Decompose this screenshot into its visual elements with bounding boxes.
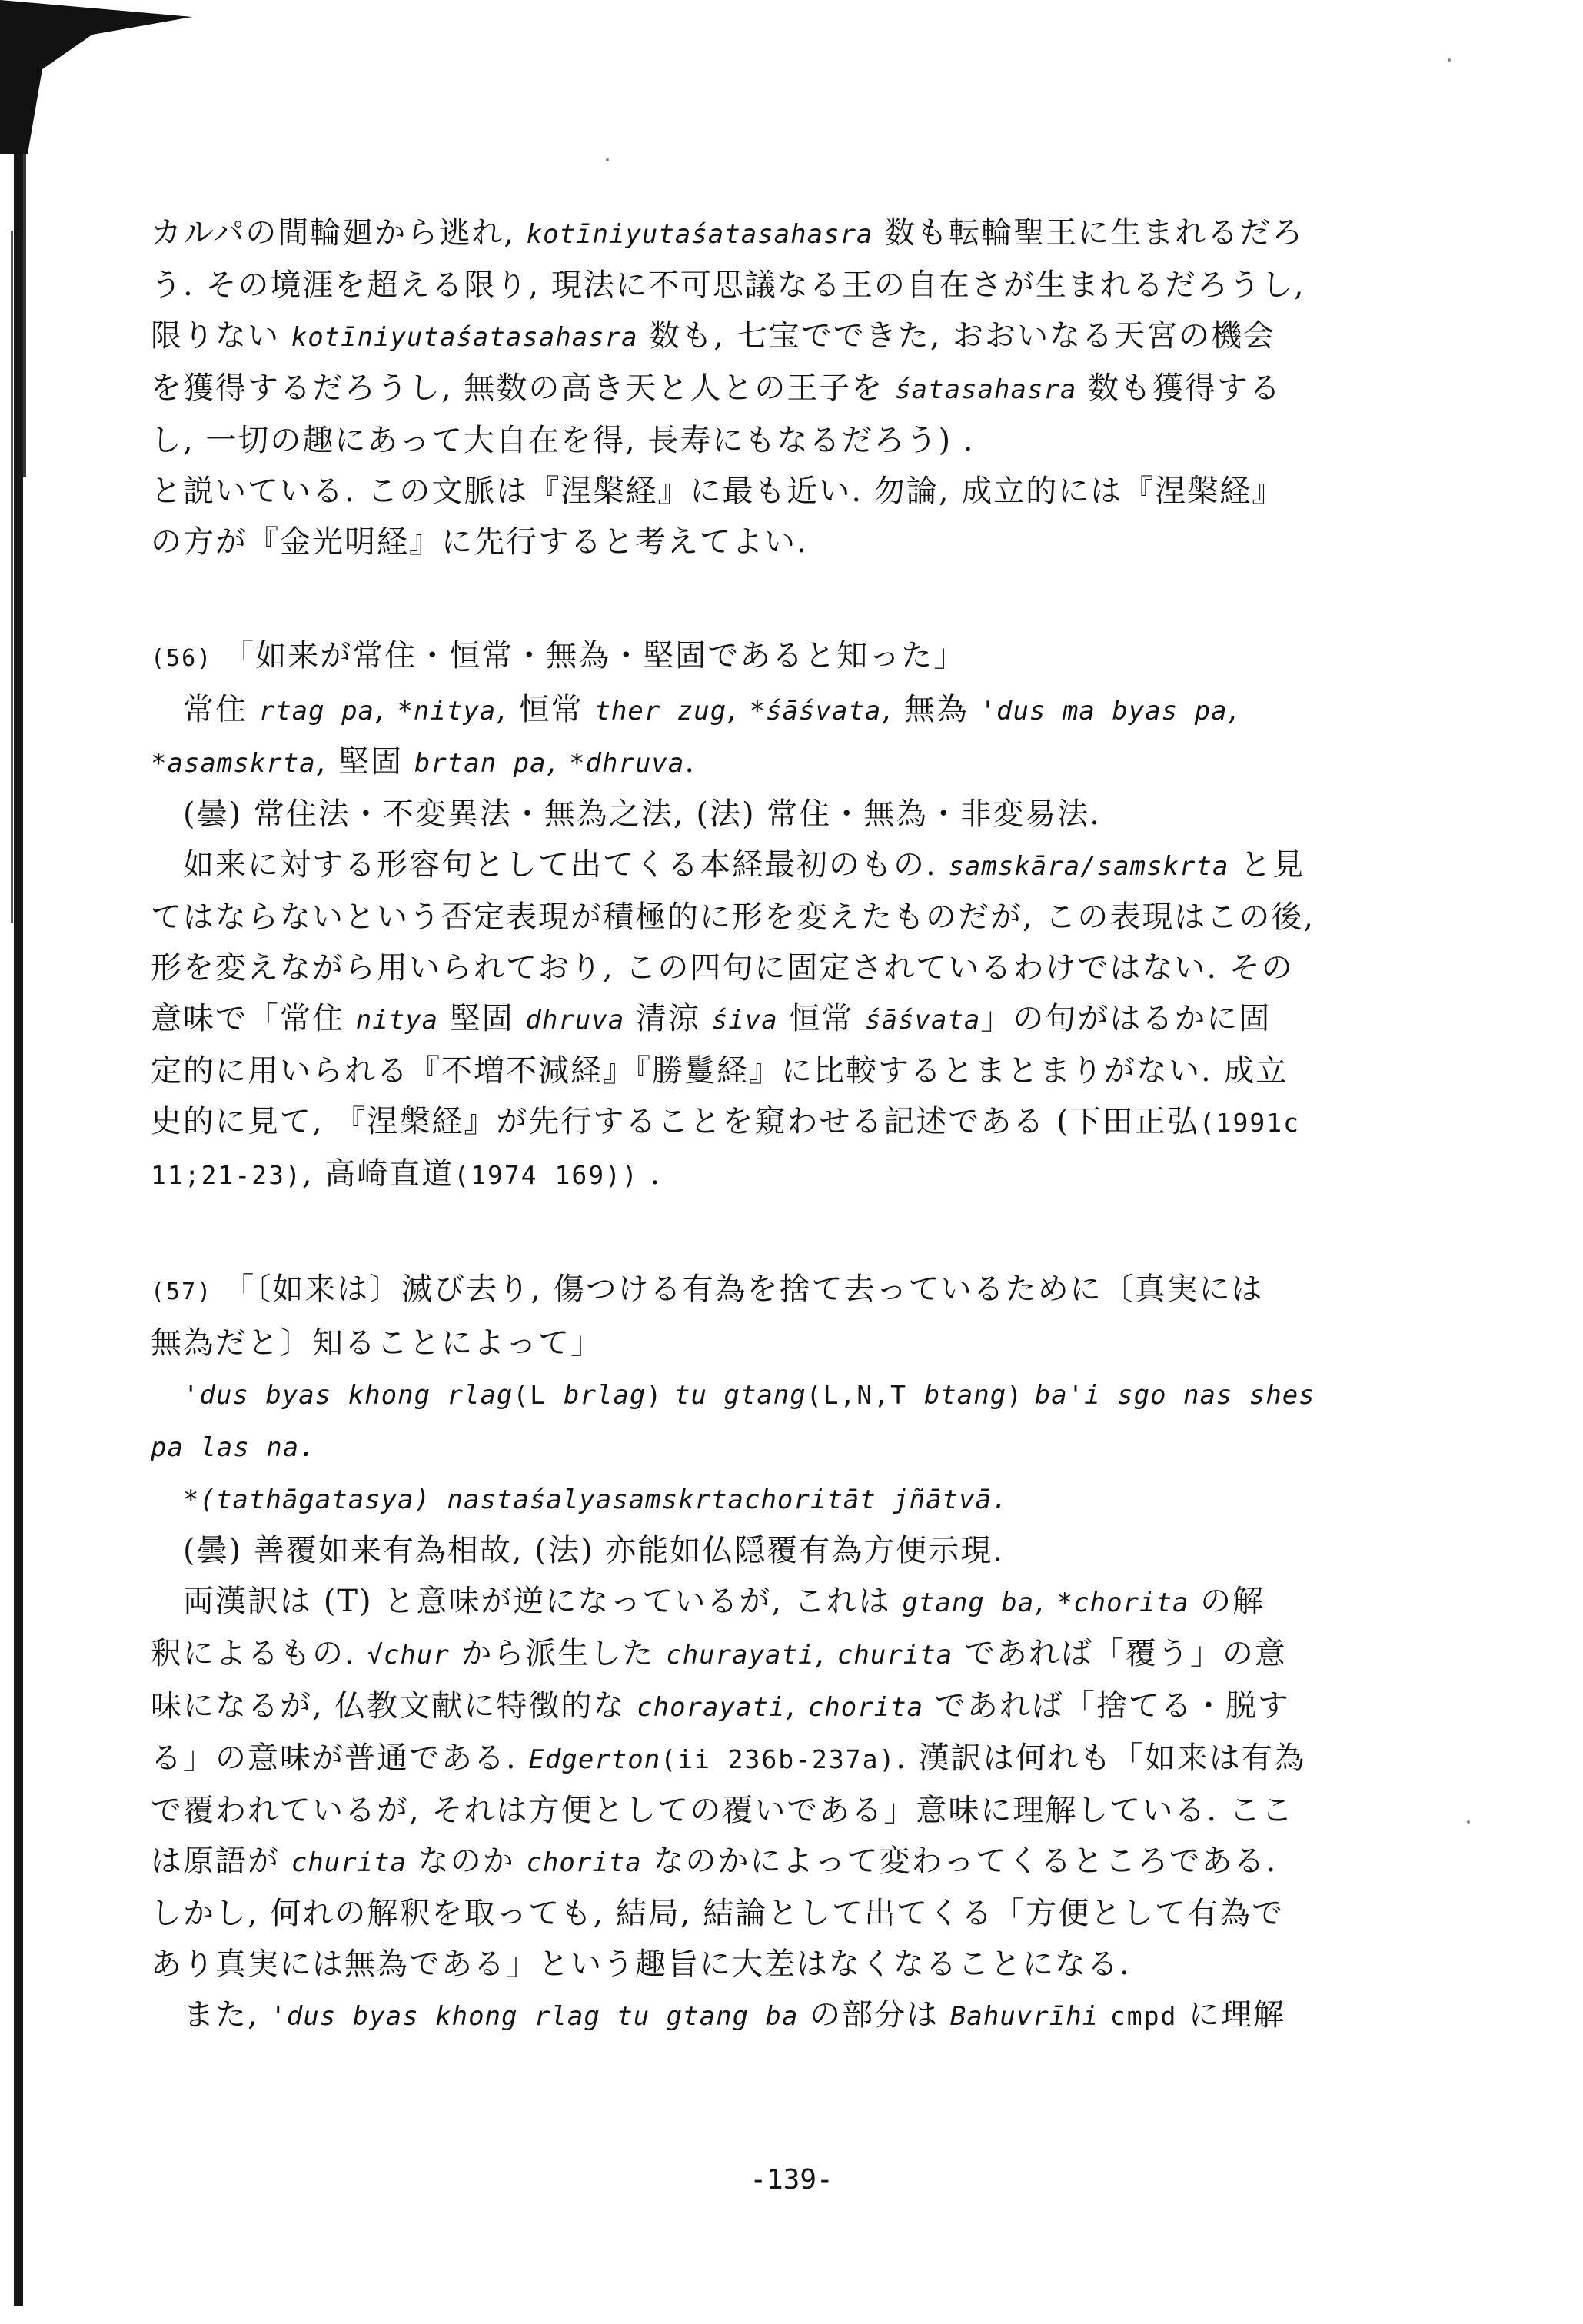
transliteration: śiva	[711, 1005, 778, 1036]
text-segment: 清涼	[624, 1001, 712, 1036]
text-segment: の部分は	[798, 1997, 950, 2033]
citation: 11;21-23)	[151, 1160, 302, 1190]
text-segment: 「〔如来は〕滅び去り, 傷つける有為を捨て去っているために〔真実には	[223, 1272, 1264, 1307]
citation: (L	[513, 1380, 564, 1410]
text-segment: であれば「捨てる・脱す	[923, 1688, 1290, 1724]
text-segment: (曇) 善覆如来有為相故, (法) 亦能如仏隠覆有為方便示現.	[183, 1533, 1004, 1568]
text-segment: ,	[814, 1636, 837, 1671]
text-segment: 釈によるもの.	[151, 1636, 367, 1671]
transliteration: rtag pa	[258, 696, 375, 726]
text-segment: し, 一切の趣にあって大自在を得, 長寿にもなるだろう) .	[151, 423, 975, 458]
transliteration: chorita	[526, 1847, 642, 1878]
text-segment: , 高崎直道	[301, 1156, 454, 1192]
text-segment: 定的に用いられる『不増不減経』『勝鬘経』に比較するとまとまりがない. 成立	[151, 1053, 1289, 1089]
text-segment: で覆われているが, それは方便としての覆いである」意味に理解している. ここ	[151, 1793, 1294, 1828]
transliteration: chorita	[807, 1692, 924, 1723]
transliteration: *nitya	[397, 696, 497, 726]
transliteration: *dhruva	[569, 748, 685, 779]
text-segment: ,	[727, 692, 750, 727]
transliteration: śāśvata	[865, 1005, 981, 1036]
transliteration: 'dus byas khong rlag tu gtang ba	[270, 2001, 799, 2032]
text-segment: カルパの間輪廻から逃れ,	[151, 215, 527, 251]
text-segment: 味になるが, 仏教文献に特徴的な	[151, 1688, 637, 1724]
transliteration: *asamskrta	[151, 748, 316, 779]
transliteration: √chur	[367, 1640, 450, 1671]
text-segment: 堅固	[438, 1001, 526, 1036]
text-segment: (曇) 常住法・不変異法・無為之法, (法) 常住・無為・非変易法.	[183, 796, 1101, 832]
text-segment: , 恒常	[496, 692, 595, 727]
text-segment: あり真実には無為である」という趣旨に大差はなくなることになる.	[151, 1947, 1131, 1982]
text-segment: しかし, 何れの解釈を取っても, 結局, 結論として出てくる「方便として有為で	[151, 1896, 1285, 1931]
text-segment: から派生した	[449, 1636, 667, 1671]
text-segment: 「如来が常住・恒常・無為・堅固であると知った」	[223, 638, 966, 673]
text-segment: 数も転輪聖王に生まれるだろ	[873, 215, 1305, 251]
transliteration: *(tathāgatasya) nastaśalyasamskrtachoritāt jñātvā.	[183, 1485, 1009, 1515]
transliteration: 'dus byas khong rlag	[183, 1380, 514, 1411]
text-segment: ,	[374, 692, 397, 727]
text-segment: なのか	[407, 1844, 527, 1879]
page-number: -139-	[750, 2164, 833, 2196]
text-segment: なのかによって変わってくるところである.	[641, 1844, 1278, 1879]
text-segment: てはならないという否定表現が積極的に形を変えたものだが, この表現はこの後,	[151, 899, 1315, 935]
text-segment: 」の句がはるかに固	[980, 1001, 1272, 1036]
transliteration: *śāśvata	[749, 696, 882, 726]
text-segment: ,	[1227, 692, 1239, 727]
text-segment: 常住	[183, 692, 259, 727]
transliteration: *chorita	[1056, 1588, 1189, 1618]
text-segment: 形を変えながら用いられており, この四句に固定されているわけではない. その	[151, 950, 1294, 986]
citation: (ii 236b-237a)	[660, 1744, 896, 1774]
text-segment: , 堅固	[315, 744, 414, 780]
citation: )	[1006, 1380, 1024, 1410]
citation: )	[646, 1380, 663, 1410]
transliteration: 'dus ma byas pa	[979, 696, 1228, 726]
transliteration: gtang ba	[902, 1588, 1035, 1618]
text-segment: 史的に見て, 『涅槃経』が先行することを窺わせる記述である (下田正弘	[151, 1104, 1199, 1139]
transliteration: ba'i sgo nas shes	[1034, 1380, 1315, 1411]
note-number: (56)	[151, 645, 213, 672]
text-segment: 両漢訳は (T) と意味が逆になっているが, これは	[183, 1584, 903, 1619]
text-segment: 恒常	[777, 1001, 866, 1036]
text-segment: の解	[1189, 1584, 1265, 1619]
text-segment: .	[638, 1156, 662, 1192]
transliteration: ther zug	[594, 696, 727, 726]
text-segment: , 無為	[881, 692, 980, 727]
text-segment: 数も, 七宝でできた, おおいなる天宮の機会	[637, 318, 1276, 354]
text-segment: ,	[785, 1688, 808, 1724]
citation: (1991c	[1199, 1108, 1300, 1138]
text-segment: を獲得するだろうし, 無数の高き天と人との王子を	[151, 371, 896, 406]
transliteration: churita	[291, 1847, 407, 1878]
text-segment: に理解	[1177, 1997, 1286, 2033]
transliteration: samskāra/samskrta	[948, 851, 1229, 882]
citation: cmpd	[1109, 2001, 1178, 2031]
text-segment: る」の意味が普通である.	[151, 1741, 529, 1776]
transliteration: Bahuvrīhi	[949, 2001, 1099, 2032]
text-segment: 数も獲得する	[1076, 371, 1282, 406]
transliteration: kotīniyutaśatasahasra	[526, 219, 873, 250]
text-segment: であれば「覆う」の意	[953, 1636, 1287, 1671]
transliteration: kotīniyutaśatasahasra	[291, 322, 638, 353]
text-segment: ,	[546, 744, 570, 780]
transliteration: pa las na.	[151, 1432, 316, 1463]
text-segment: 無為だと〕知ることによって」	[151, 1325, 603, 1361]
transliteration: churita	[836, 1640, 953, 1671]
text-segment: の方が『金光明経』に先行すると考えてよい.	[151, 524, 808, 560]
transliteration: tu gtang	[673, 1380, 806, 1411]
transliteration: nitya	[355, 1005, 439, 1036]
text-segment: .	[684, 744, 697, 780]
transliteration: brtan pa	[414, 748, 547, 779]
text-segment: 如来に対する形容句として出てくる本経最初のもの.	[183, 847, 949, 883]
text-segment: また,	[183, 1997, 271, 2033]
text-segment: と説いている. この文脈は『涅槃経』に最も近い. 勿論, 成立的には『涅槃経』	[151, 474, 1285, 509]
transliteration: dhruva	[525, 1005, 625, 1036]
transliteration: brlag	[564, 1380, 647, 1411]
transliteration: Edgerton	[528, 1744, 661, 1775]
text-segment: う. その境涯を超える限り, 現法に不可思議なる王の自在さが生まれるだろうし,	[151, 268, 1305, 303]
text-segment: ,	[1034, 1584, 1057, 1619]
text-segment: は原語が	[151, 1844, 291, 1879]
text-segment: 限りない	[151, 318, 291, 354]
text-segment: と見	[1229, 847, 1305, 883]
note-number: (57)	[151, 1278, 213, 1305]
transliteration: churayati	[666, 1640, 815, 1671]
transliteration: chorayati	[637, 1692, 786, 1723]
text-segment: . 漢訳は何れも「如来は有為	[896, 1741, 1306, 1776]
transliteration: śatasahasra	[895, 374, 1077, 405]
citation: (L,N,T	[806, 1380, 924, 1410]
citation: (1974 169))	[454, 1160, 639, 1190]
transliteration: btang	[923, 1380, 1007, 1411]
text-segment: 意味で「常住	[151, 1001, 356, 1036]
